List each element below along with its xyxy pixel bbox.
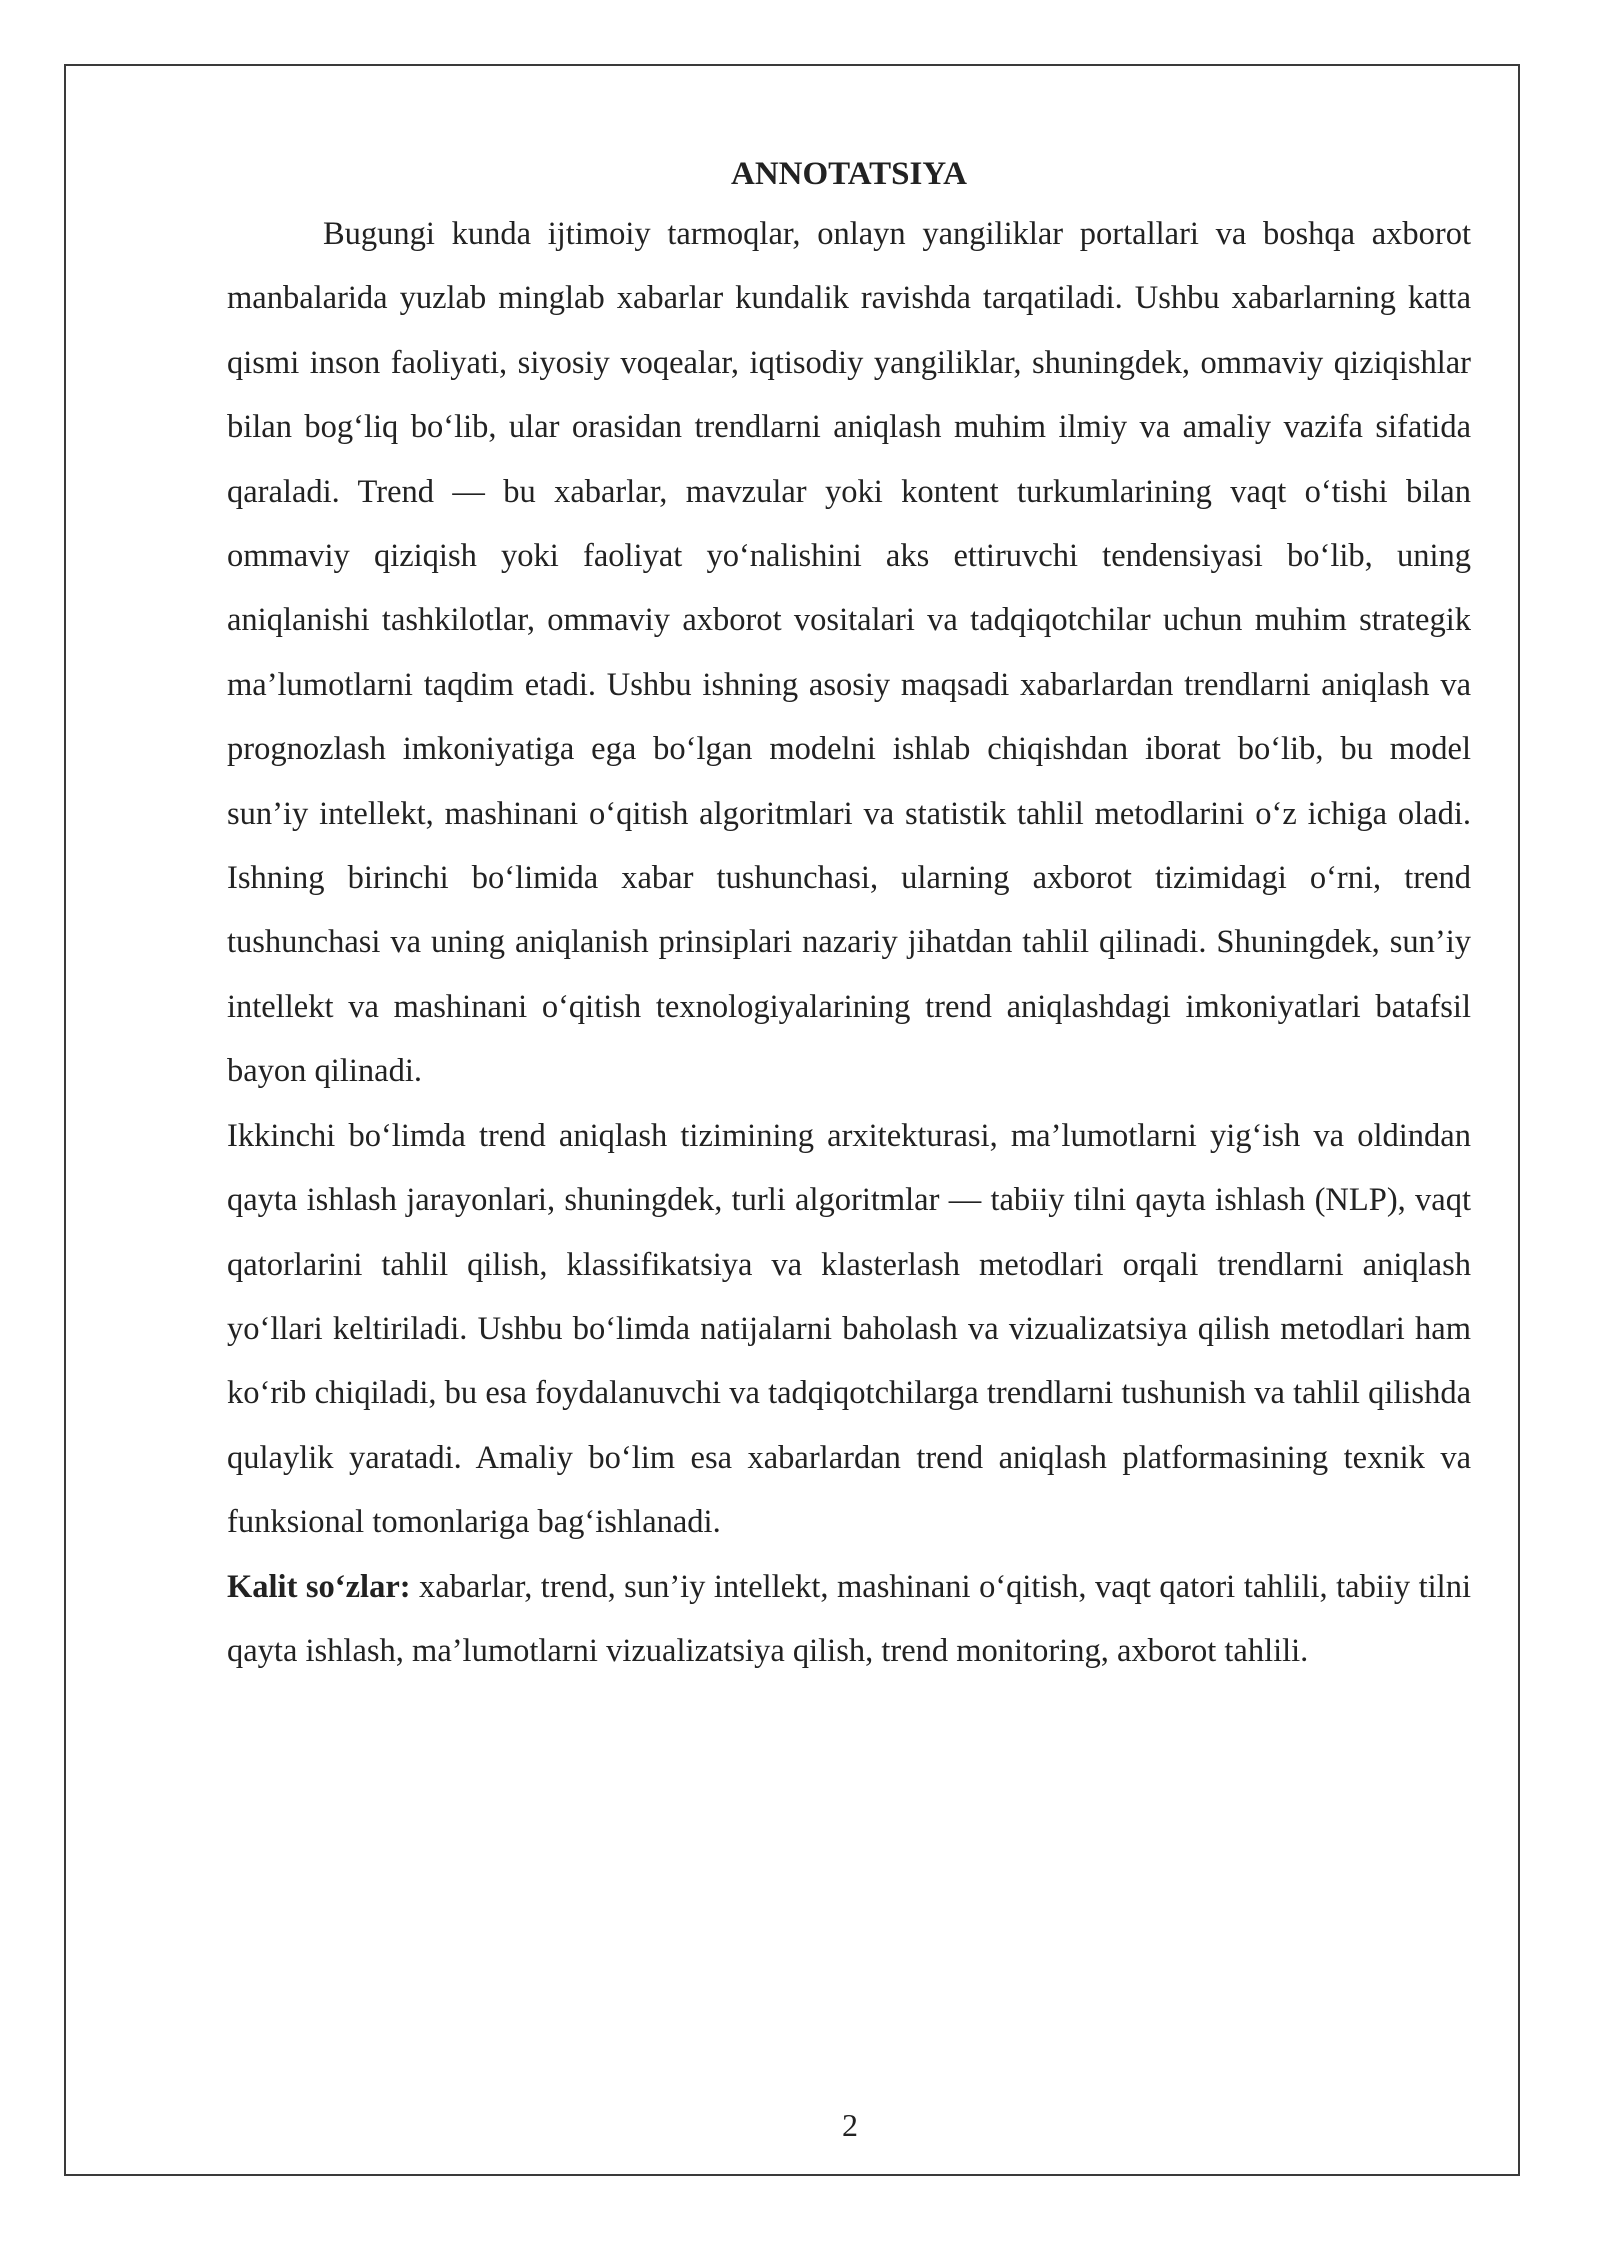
abstract-paragraph-2: Ikkinchi bo‘limda trend aniqlash tizimining arxitekturasi, ma’lumotlarni yig‘ish va oldindan qayta ishlash jarayonlari, shuningdek, turli algoritmlar — tabiiy tilni qayta ishlash (NLP), vaqt qatorlarini tahlil qilish, klassifikatsiya va klasterlash metodlari orqali trendlarni aniqlash yo‘llari keltiriladi. Ushbu bo‘limda natijalarni baholash va vizualizatsiya qilish metodlari ham ko‘rib chiqiladi, bu esa foydalanuvchi va tadqiqotchilarga trendlarni tushunish va tahlil qilishda qulaylik yaratadi. Amaliy bo‘lim esa xabarlardan trend aniqlash platformasining texnik va funksional tomonlariga bag‘ishlanadi. (227, 1117, 1471, 1541)
document-body (227, 146, 1471, 1683)
page-number: 2 (842, 2107, 858, 2143)
abstract-paragraph-1: Bugungi kunda ijtimoiy tarmoqlar, onlayn yangiliklar portallari va boshqa axborot manbalarida yuzlab minglab xabarlar kundalik ravishda tarqatiladi. Ushbu xabarlarning katta qismi inson faoliyati, siyosiy voqealar, iqtisodiy yangiliklar, shuningdek, ommaviy qiziqishlar bilan bog‘liq bo‘lib, ular orasidan trendlarni aniqlash muhim ilmiy va amaliy vazifa sifatida qaraladi. Trend — bu xabarlar, mavzular yoki kontent turkumlarining vaqt o‘tishi bilan ommaviy qiziqish yoki faoliyat yo‘nalishini aks ettiruvchi tendensiyasi bo‘lib, uning aniqlanishi tashkilotlar, ommaviy axborot vositalari va tadqiqotchilar uchun muhim strategik ma’lumotlarni taqdim etadi. Ushbu ishning asosiy maqsadi xabarlardan trendlarni aniqlash va prognozlash imkoniyatiga ega bo‘lgan modelni ishlab chiqishdan iborat bo‘lib, bu model sun’iy intellekt, mashinani o‘qitish algoritmlari va statistik tahlil metodlarini o‘z ichiga oladi. Ishning birinchi bo‘limida xabar tushunchasi, ularning axborot tizimidagi o‘rni, trend tushunchasi va uning aniqlanish prinsiplari nazariy jihatdan tahlil qilinadi. Shuningdek, sun’iy intellekt va mashinani o‘qitish texnologiyalarining trend aniqlashdagi imkoniyatlari batafsil bayon qilinadi. (227, 216, 1471, 1090)
document-title: ANNOTATSIYA (731, 156, 967, 192)
keywords-text: xabarlar, trend, sun’iy intellekt, mashinani o‘qitish, vaqt qatori tahlili, tabiiy tilni qayta ishlash, ma’lumotlarni vizualizatsiya qilish, trend monitoring, axborot tahlili. (227, 1568, 1471, 1669)
keywords-label: Kalit so‘zlar: (227, 1568, 411, 1605)
keywords-paragraph (227, 1555, 1471, 1684)
